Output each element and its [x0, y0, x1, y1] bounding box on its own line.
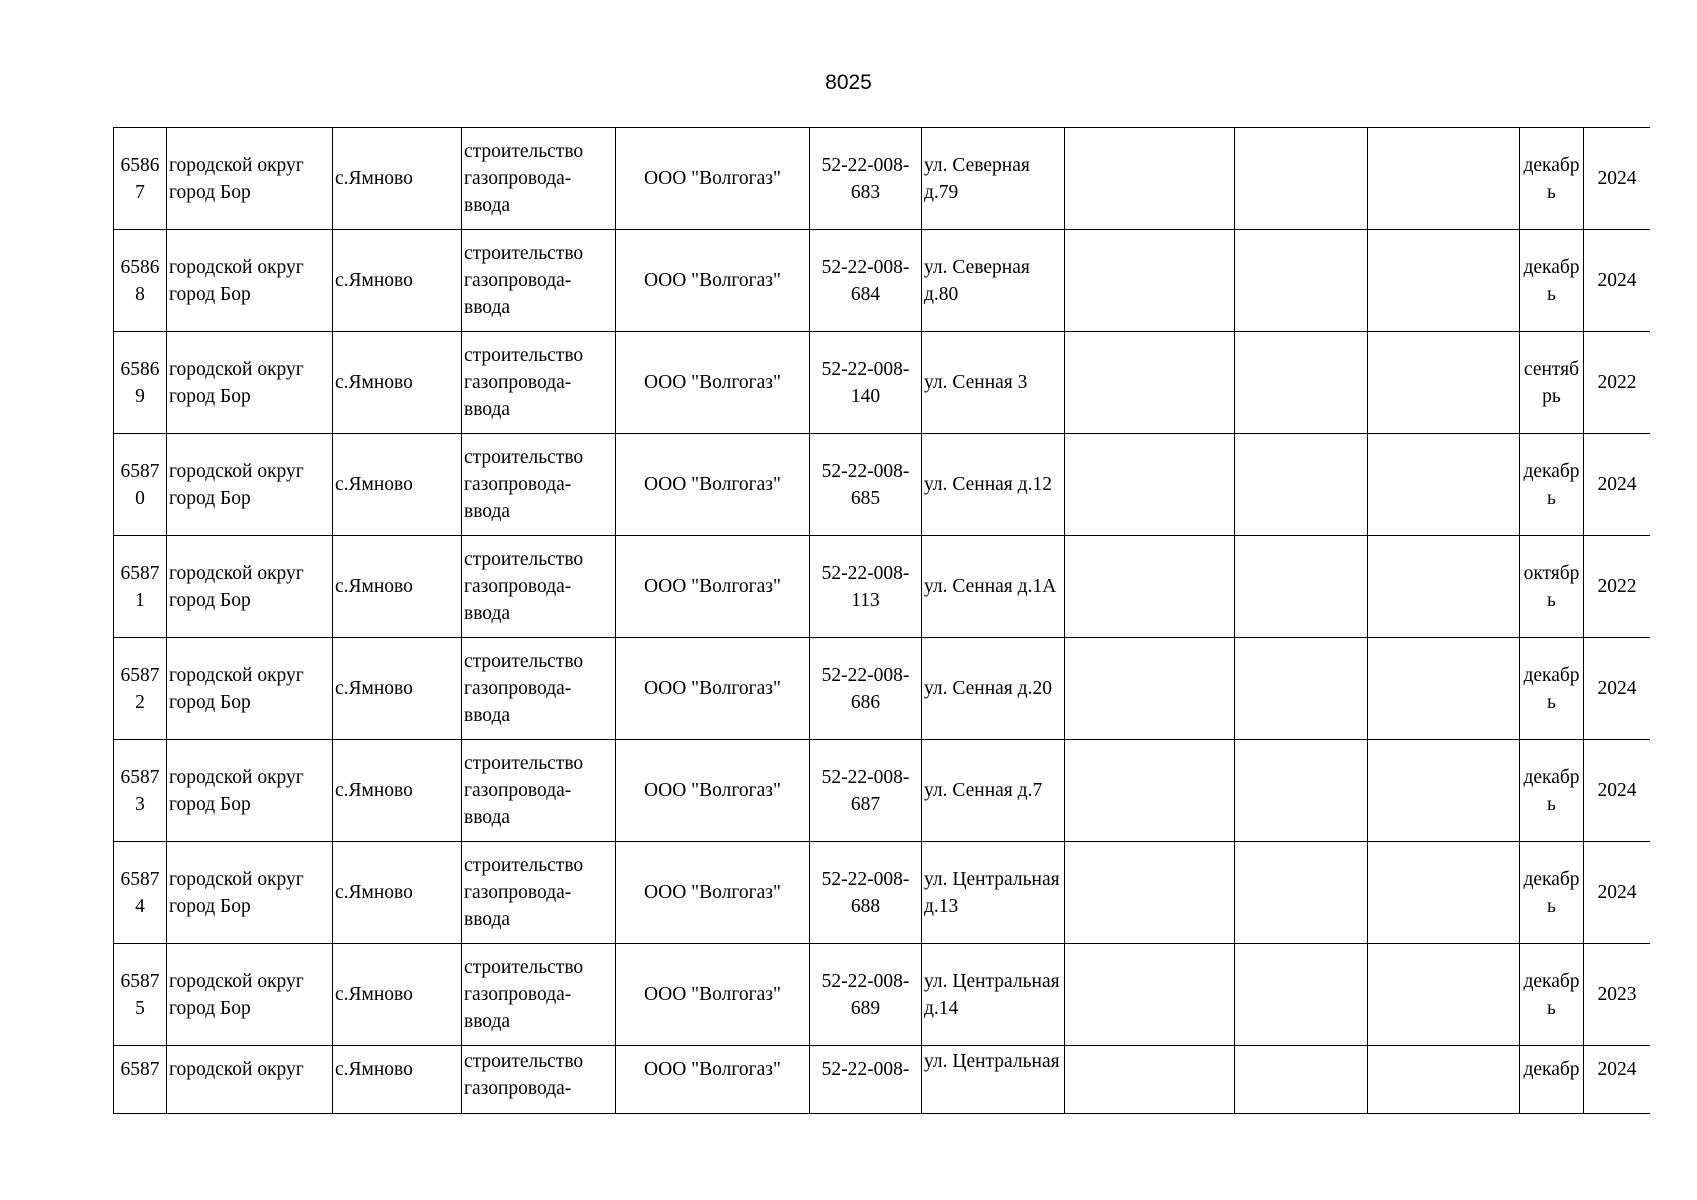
cell-district: городской округ город Бор	[167, 536, 333, 638]
cell-empty	[1368, 230, 1520, 332]
cell-empty	[1368, 332, 1520, 434]
cell-work-type: строительство газопровода-ввода	[462, 332, 616, 434]
cell-year: 2024	[1584, 638, 1651, 740]
page-number-text: 8025	[825, 71, 872, 94]
cell-empty	[1065, 536, 1235, 638]
table-row	[114, 230, 1651, 332]
cell-empty	[1065, 740, 1235, 842]
cell-month: декабрь	[1520, 128, 1584, 230]
cell-organization: ООО "Волгогаз"	[616, 638, 810, 740]
cell-year: 2024	[1584, 230, 1651, 332]
cell-district: городской округ город Бор	[167, 842, 333, 944]
cell-village: с.Ямново	[333, 842, 462, 944]
cell-empty	[1368, 434, 1520, 536]
cell-address: ул. Северная д.80	[922, 230, 1065, 332]
cell-address: ул. Сенная д.1А	[922, 536, 1065, 638]
cell-empty	[1368, 1046, 1520, 1115]
cell-organization: ООО "Волгогаз"	[616, 740, 810, 842]
cell-code: 52-22-008-683	[810, 128, 922, 230]
cell-year: 2023	[1584, 944, 1651, 1046]
cell-empty	[1368, 944, 1520, 1046]
cell-district: городской округ город Бор	[167, 944, 333, 1046]
cell-year: 2022	[1584, 332, 1651, 434]
cell-address: ул. Центральная д.14	[922, 944, 1065, 1046]
cell-number: 65870	[114, 434, 167, 536]
cell-work-type: строительство газопровода-ввода	[462, 740, 616, 842]
cell-work-type: строительство газопровода-ввода	[462, 128, 616, 230]
cell-village: с.Ямново	[333, 740, 462, 842]
cell-organization: ООО "Волгогаз"	[616, 230, 810, 332]
cell-code: 52-22-008-684	[810, 230, 922, 332]
cell-address: ул. Сенная 3	[922, 332, 1065, 434]
table-row	[114, 1046, 1651, 1115]
cell-number: 65867	[114, 128, 167, 230]
cell-empty	[1235, 230, 1368, 332]
cell-empty	[1235, 1046, 1368, 1115]
cell-month: декабрь	[1520, 842, 1584, 944]
cell-organization: ООО "Волгогаз"	[616, 128, 810, 230]
cell-address: ул. Сенная д.7	[922, 740, 1065, 842]
cell-district: городской округ город Бор	[167, 230, 333, 332]
cell-number: 65872	[114, 638, 167, 740]
cell-village: с.Ямново	[333, 944, 462, 1046]
cell-number: 65874	[114, 842, 167, 944]
cell-work-type: строительство газопровода-ввода	[462, 536, 616, 638]
cell-empty	[1235, 434, 1368, 536]
cell-work-type: строительство газопровода-	[462, 1046, 616, 1115]
cell-village: с.Ямново	[333, 536, 462, 638]
cell-work-type: строительство газопровода-ввода	[462, 638, 616, 740]
cell-number: 65869	[114, 332, 167, 434]
cell-empty	[1065, 842, 1235, 944]
cell-empty	[1065, 944, 1235, 1046]
cell-village: с.Ямново	[333, 230, 462, 332]
cell-code: 52-22-008-685	[810, 434, 922, 536]
cell-empty	[1368, 842, 1520, 944]
table-row	[114, 638, 1651, 740]
cell-district: городской округ город Бор	[167, 128, 333, 230]
cell-village: с.Ямново	[333, 1046, 462, 1115]
cell-month: декабрь	[1520, 740, 1584, 842]
cell-work-type: строительство газопровода-ввода	[462, 230, 616, 332]
cell-address: ул. Сенная д.20	[922, 638, 1065, 740]
cell-empty	[1235, 842, 1368, 944]
cell-code: 52-22-008-113	[810, 536, 922, 638]
cell-empty	[1235, 740, 1368, 842]
cell-month: декабр	[1520, 1046, 1584, 1115]
cell-district: городской округ город Бор	[167, 740, 333, 842]
cell-district: городской округ	[167, 1046, 333, 1115]
cell-village: с.Ямново	[333, 128, 462, 230]
cell-organization: ООО "Волгогаз"	[616, 842, 810, 944]
cell-year: 2024	[1584, 740, 1651, 842]
cell-address: ул. Сенная д.12	[922, 434, 1065, 536]
cell-empty	[1368, 638, 1520, 740]
cell-organization: ООО "Волгогаз"	[616, 1046, 810, 1115]
cell-empty	[1065, 638, 1235, 740]
cell-address: ул. Центральная	[922, 1046, 1065, 1115]
cell-code: 52-22-008-140	[810, 332, 922, 434]
cell-month: сентябрь	[1520, 332, 1584, 434]
cell-code: 52-22-008-688	[810, 842, 922, 944]
cell-code: 52-22-008-686	[810, 638, 922, 740]
cell-month: декабрь	[1520, 230, 1584, 332]
cell-year: 2024	[1584, 434, 1651, 536]
table-row	[114, 434, 1651, 536]
cell-organization: ООО "Волгогаз"	[616, 434, 810, 536]
cell-number: 6587	[114, 1046, 167, 1115]
cell-empty	[1368, 740, 1520, 842]
cell-organization: ООО "Волгогаз"	[616, 536, 810, 638]
cell-number: 65873	[114, 740, 167, 842]
table-row	[114, 842, 1651, 944]
cell-district: городской округ город Бор	[167, 638, 333, 740]
cell-month: декабрь	[1520, 434, 1584, 536]
page-number	[0, 70, 1697, 96]
cell-district: городской округ город Бор	[167, 332, 333, 434]
cell-year: 2024	[1584, 842, 1651, 944]
table-container	[113, 127, 1650, 1114]
cell-empty	[1065, 434, 1235, 536]
cell-organization: ООО "Волгогаз"	[616, 332, 810, 434]
cell-year: 2024	[1584, 1046, 1651, 1115]
table-row	[114, 740, 1651, 842]
cell-number: 65875	[114, 944, 167, 1046]
cell-month: декабрь	[1520, 944, 1584, 1046]
cell-number: 65871	[114, 536, 167, 638]
cell-empty	[1065, 332, 1235, 434]
cell-empty	[1368, 128, 1520, 230]
cell-empty	[1235, 944, 1368, 1046]
table-row	[114, 332, 1651, 434]
cell-code: 52-22-008-689	[810, 944, 922, 1046]
cell-month: декабрь	[1520, 638, 1584, 740]
cell-work-type: строительство газопровода-ввода	[462, 944, 616, 1046]
register-table	[113, 127, 1650, 1114]
cell-empty	[1065, 230, 1235, 332]
cell-address: ул. Северная д.79	[922, 128, 1065, 230]
table-body	[114, 128, 1651, 1115]
cell-code: 52-22-008-687	[810, 740, 922, 842]
cell-empty	[1235, 536, 1368, 638]
cell-code: 52-22-008-	[810, 1046, 922, 1115]
cell-year: 2024	[1584, 128, 1651, 230]
cell-work-type: строительство газопровода-ввода	[462, 434, 616, 536]
table-row	[114, 944, 1651, 1046]
cell-number: 65868	[114, 230, 167, 332]
cell-organization: ООО "Волгогаз"	[616, 944, 810, 1046]
table-row	[114, 128, 1651, 230]
cell-address: ул. Центральная д.13	[922, 842, 1065, 944]
cell-village: с.Ямново	[333, 434, 462, 536]
cell-district: городской округ город Бор	[167, 434, 333, 536]
cell-year: 2022	[1584, 536, 1651, 638]
cell-month: октябрь	[1520, 536, 1584, 638]
cell-empty	[1235, 128, 1368, 230]
cell-work-type: строительство газопровода-ввода	[462, 842, 616, 944]
cell-empty	[1235, 332, 1368, 434]
cell-village: с.Ямново	[333, 638, 462, 740]
cell-village: с.Ямново	[333, 332, 462, 434]
cell-empty	[1065, 1046, 1235, 1115]
cell-empty	[1235, 638, 1368, 740]
cell-empty	[1065, 128, 1235, 230]
table-row	[114, 536, 1651, 638]
cell-empty	[1368, 536, 1520, 638]
